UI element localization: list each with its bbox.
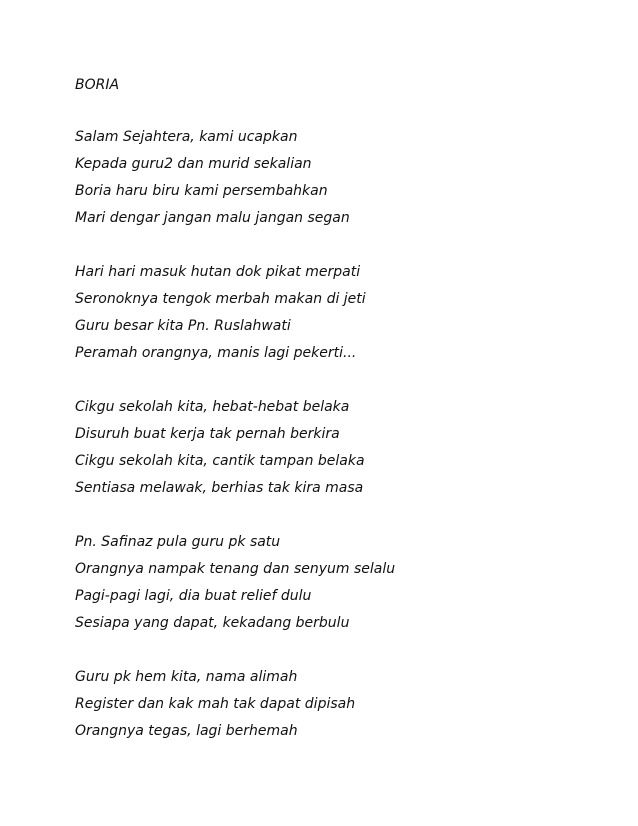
poem-line: Sesiapa yang dapat, kekadang berbulu [75, 615, 350, 631]
stanza-2 [75, 259, 366, 367]
poem-line: Salam Sejahtera, kami ucapkan [75, 129, 298, 145]
poem-line: Disuruh buat kerja tak pernah berkira [75, 426, 340, 442]
poem-line: Pn. Safinaz pula guru pk satu [75, 534, 281, 550]
poem-line: Sentiasa melawak, berhias tak kira masa [75, 480, 364, 496]
poem-line: Kepada guru2 dan murid sekalian [75, 156, 312, 172]
stanza-5 [75, 664, 355, 745]
poem-line: Register dan kak mah tak dapat dipisah [75, 696, 356, 712]
stanza-4 [75, 529, 395, 637]
stanza-1 [75, 124, 350, 232]
poem-line: Cikgu sekolah kita, cantik tampan belaka [75, 453, 365, 469]
poem-line: Mari dengar jangan malu jangan segan [75, 210, 350, 226]
poem-line: Orangnya nampak tenang dan senyum selalu [75, 561, 396, 577]
poem-line: Guru pk hem kita, nama alimah [75, 669, 298, 685]
stanza-3 [75, 394, 365, 502]
poem-line: Pagi-pagi lagi, dia buat relief dulu [75, 588, 312, 604]
poem-line: Guru besar kita Pn. Ruslahwati [75, 318, 291, 334]
poem-line: Orangnya tegas, lagi berhemah [75, 723, 298, 739]
poem-title: BORIA [75, 77, 120, 93]
poem-line: Hari hari masuk hutan dok pikat merpati [75, 264, 361, 280]
poem-line: Cikgu sekolah kita, hebat-hebat belaka [75, 399, 350, 415]
poem-line: Seronoknya tengok merbah makan di jeti [75, 291, 366, 307]
poem-line: Boria haru biru kami persembahkan [75, 183, 328, 199]
poem-line: Peramah orangnya, manis lagi pekerti... [75, 345, 357, 361]
